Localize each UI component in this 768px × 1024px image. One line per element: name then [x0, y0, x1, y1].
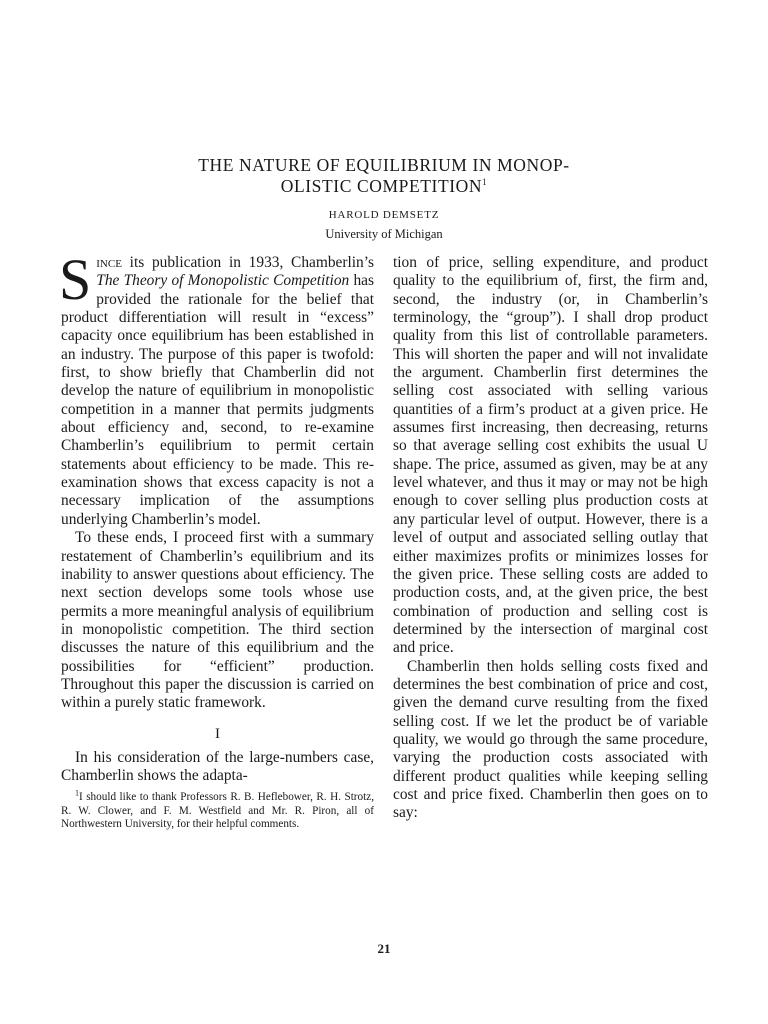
title-footnote-mark: 1 — [482, 177, 488, 188]
right-column — [393, 254, 708, 823]
left-paragraph-1 — [59, 247, 374, 529]
footnote-mark: 1 — [75, 788, 79, 798]
left-paragraph-3: In his consideration of the large-numbers case, Chamberlin shows the adapta- — [61, 748, 374, 784]
page-number: 21 — [377, 941, 391, 956]
author-affiliation: University of Michigan — [325, 227, 443, 241]
author-name: HAROLD DEMSETZ — [328, 209, 440, 221]
book-title: The Theory of Monopolistic Competition — [96, 272, 350, 290]
left-paragraph-2: To these ends, I proceed first with a summary restatement of Chamberlin’s equilibrium and its inability to answer questions about efficiency. The next section develops some tools whose use permits a more meaningful analysis of equilibrium in monopolistic competition. The third section discusses the nature of this equilibrium and the possibilities for “efficient” production. Throughout this paper the discussion is carried on within a purely static framework. — [61, 529, 374, 712]
section-heading: I — [215, 725, 220, 742]
title-line-2-text: OLISTIC COMPETITION — [280, 176, 483, 196]
left-paragraph-1-text-b: has provided the rationale for the belief that product differentiation will result in “excess” capacity once equilibrium has been established in an industry. The purpose of this paper is twofold: first, to show briefly that Chamberlin did not develop the nature of equilibrium in monopolistic competition in a manner that permits judgments about efficiency and, second, to re-examine Chamberlin’s equilibrium to permit certain statements about efficiency to be made. This re-examination shows that excess capacity is not a necessary implication of the assumptions underlying Chamberlin’s model. — [61, 272, 374, 528]
left-column — [59, 247, 374, 832]
drop-cap: S — [59, 247, 92, 312]
footnote — [61, 788, 374, 831]
article-title — [0, 155, 768, 197]
footnote-text: I should like to thank Professors R. B. Heflebower, R. H. Strotz, R. W. Clower, and F. M. Westfield and Mr. R. Piron, all of Northwestern University, for their helpful comments. — [61, 791, 374, 831]
title-line-1: THE NATURE OF EQUILIBRIUM IN MONOP- — [198, 155, 570, 175]
title-line-2 — [0, 176, 768, 197]
right-paragraph-1: tion of price, selling expenditure, and product quality to the equilibrium of, first, the firm and, second, the industry (or, in Chamberlin’s terminology, the “group”). I shall drop product quality from this list of controllable parameters. This will shorten the paper and will not invalidate the argument. Chamberlin first determines the selling cost associated with selling various quantities of a firm’s product at a given price. He assumes first increasing, then decreasing, returns so that average selling cost exhibits the usual U shape. The price, assumed as given, may be at any level whatever, and thus it may or may not be high enough to cover selling plus production costs at any particular level of output. However, there is a level of output and associated selling outlay that either maximizes profits or minimizes losses for the given price. These selling costs are added to production costs, and, at the given price, the best combination of production and selling cost is determined by the intersection of marginal cost and price. — [393, 254, 708, 657]
small-caps-opening: ince — [96, 254, 122, 271]
left-paragraph-1-text-a: its publication in 1933, Chamberlin’s — [121, 254, 374, 271]
right-paragraph-2: Chamberlin then holds selling costs fixed and determines the best combination of price and cost, given the demand curve resulting from the fixed selling cost. If we let the product be of variable quality, we would go through the same procedure, varying the production costs associated with different product qualities while keeping selling cost and price fixed. Chamberlin then goes on to say: — [393, 657, 708, 822]
